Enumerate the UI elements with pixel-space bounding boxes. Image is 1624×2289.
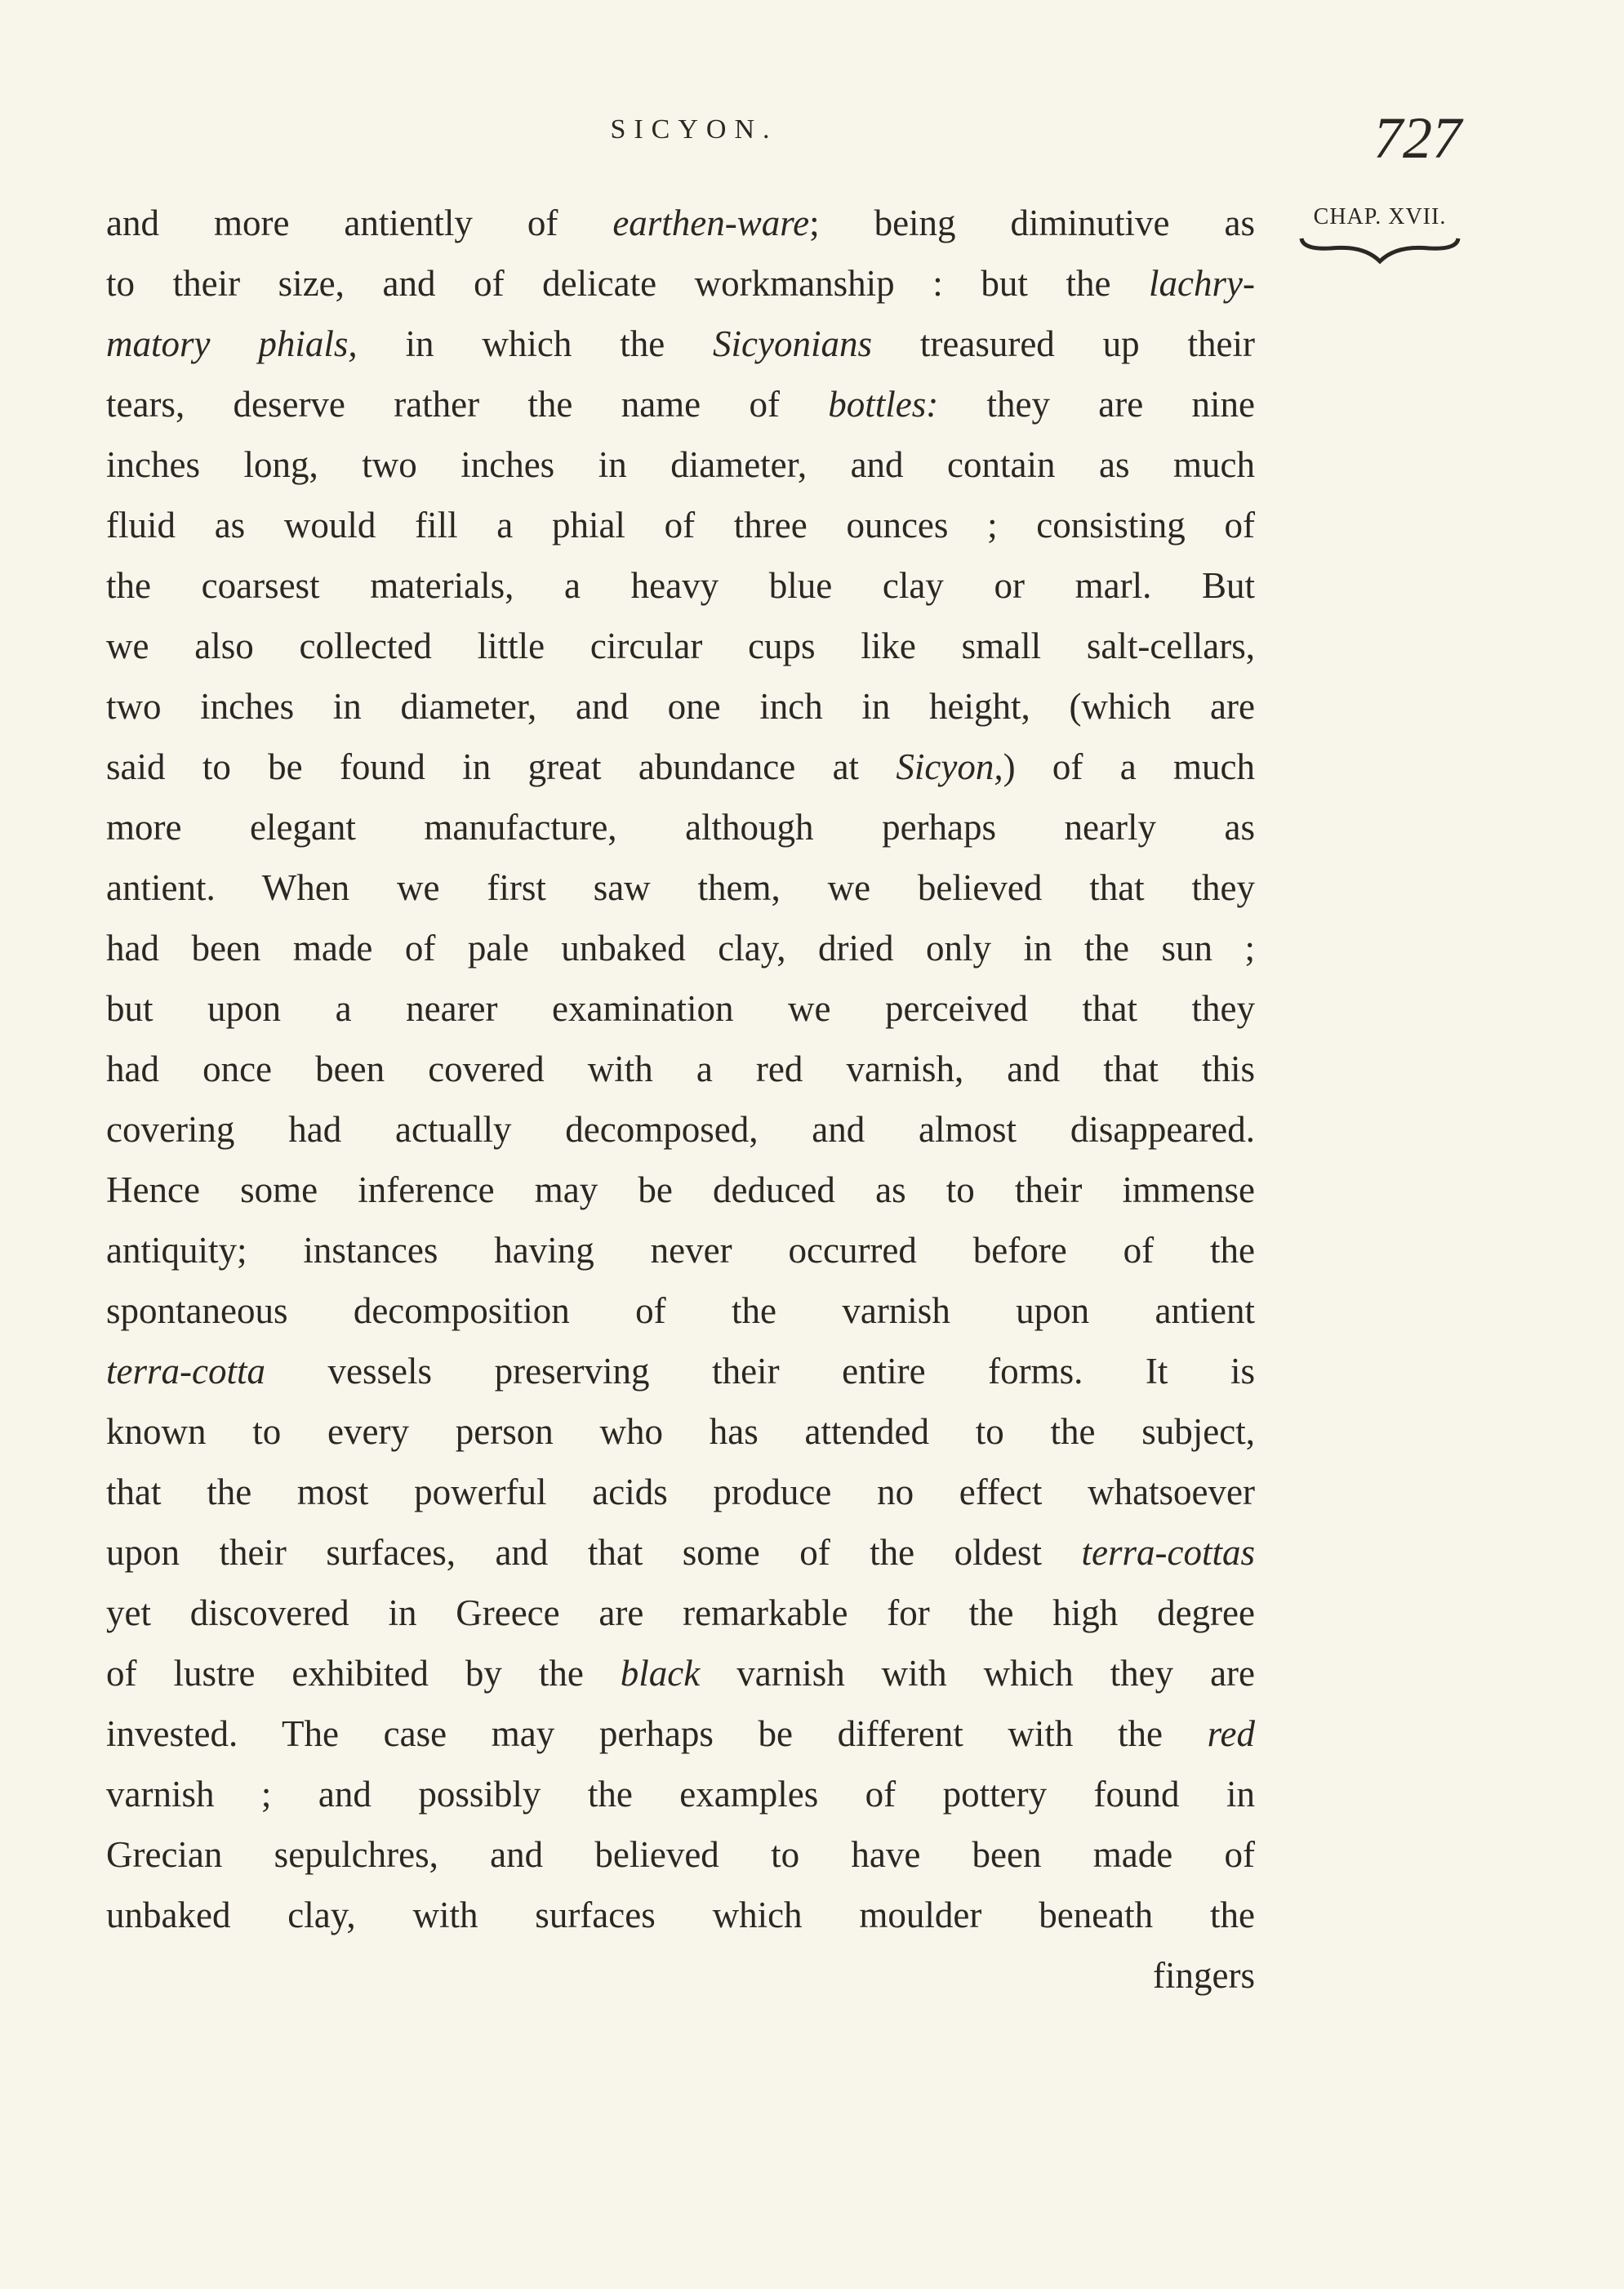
text-segment: spontaneous decomposition of the varnish upon antient [106,1290,1255,1331]
text-line [106,737,1255,797]
text-segment: varnish with which they are [700,1653,1256,1694]
text-segment: had once been covered with a red varnish, and that this [106,1049,1255,1089]
text-line [106,1160,1255,1220]
text-segment: Grecian sepulchres, and believed to have been made of [106,1834,1255,1875]
text-line [106,1764,1255,1824]
italic-text: Sicyonians [713,323,873,364]
text-segment: inches long, two inches in diameter, and contain as much [106,444,1255,485]
text-line [106,374,1255,434]
text-line [106,555,1255,616]
text-line [106,918,1255,978]
text-segment: the coarsest materials, a heavy blue clay or marl. But [106,565,1255,606]
text-line [106,1401,1255,1462]
text-line [106,1280,1255,1341]
text-segment: had been made of pale unbaked clay, dried only in the sun ; [106,928,1255,969]
text-segment: antient. When we first saw them, we believed that they [106,867,1255,908]
catchword: fingers [1153,1955,1255,1996]
text-segment: and more antiently of [106,203,613,243]
text-segment: covering had actually decomposed, and almost disappeared. [106,1109,1255,1150]
text-segment: unbaked clay, with surfaces which moulder beneath the [106,1895,1255,1935]
text-segment: yet discovered in Greece are remarkable for the high degree [106,1592,1255,1633]
italic-text: bottles: [828,384,939,425]
text-line [106,978,1255,1039]
text-line [106,1039,1255,1099]
text-line [106,1220,1255,1280]
text-segment: tears, deserve rather the name of [106,384,829,425]
italic-text: earthen-ware [612,203,810,243]
italic-text: matory phials, [106,323,358,364]
text-line [106,676,1255,737]
chapter-margin-note: CHAP. XVII. [1313,204,1447,229]
text-line [106,495,1255,555]
text-segment: more elegant manufacture, although perhaps nearly as [106,807,1255,848]
text-line [106,1703,1255,1764]
text-line [106,797,1255,857]
text-line [106,1583,1255,1643]
text-segment: said to be found in great abundance at [106,746,897,787]
text-segment: two inches in diameter, and one inch in height, (which are [106,686,1255,727]
running-title: SICYON. [610,114,778,145]
text-line [106,1099,1255,1160]
brace-ornament [1298,235,1462,268]
text-segment: varnish ; and possibly the examples of pottery found in [106,1774,1255,1815]
text-segment: ) of a much [1003,746,1255,787]
text-segment: upon their surfaces, and that some of the oldest [106,1532,1082,1573]
text-segment: of lustre exhibited by the [106,1653,621,1694]
page-number: 727 [1373,105,1462,171]
italic-text: lachry- [1149,263,1255,304]
text-segment: but upon a nearer examination we perceived that they [106,988,1255,1029]
text-line [106,193,1255,253]
body-text [106,193,1255,2006]
text-segment: in which the [357,323,714,364]
text-line [106,1522,1255,1583]
text-line [106,1341,1255,1401]
text-segment: known to every person who has attended to the subject, [106,1411,1255,1452]
text-line [106,1885,1255,1945]
italic-text: Sicyon, [896,746,1003,787]
text-line [106,857,1255,918]
italic-text: terra-cotta [106,1351,265,1392]
text-segment: they are nine [938,384,1255,425]
text-line [106,1824,1255,1885]
text-segment: we also collected little circular cups like small salt-cellars, [106,626,1255,666]
text-segment: invested. The case may perhaps be different with the [106,1713,1208,1754]
italic-text: red [1207,1713,1255,1754]
text-segment: fluid as would fill a phial of three ounces ; consisting of [106,505,1255,546]
italic-text: terra-cottas [1081,1532,1255,1573]
text-line [106,314,1255,374]
text-segment: antiquity; instances having never occurred before of the [106,1230,1255,1271]
text-segment: that the most powerful acids produce no effect whatsoever [106,1472,1255,1512]
text-segment: vessels preserving their entire forms. It is [265,1351,1255,1392]
text-line [106,1462,1255,1522]
text-segment: Hence some inference may be deduced as to their immense [106,1169,1255,1210]
text-line [106,1643,1255,1703]
text-segment: to their size, and of delicate workmanship : but the [106,263,1150,304]
text-segment: ; being diminutive as [809,203,1255,243]
text-line [106,434,1255,495]
text-segment: treasured up their [872,323,1255,364]
text-line [106,253,1255,314]
italic-text: black [620,1653,701,1694]
text-line [106,616,1255,676]
